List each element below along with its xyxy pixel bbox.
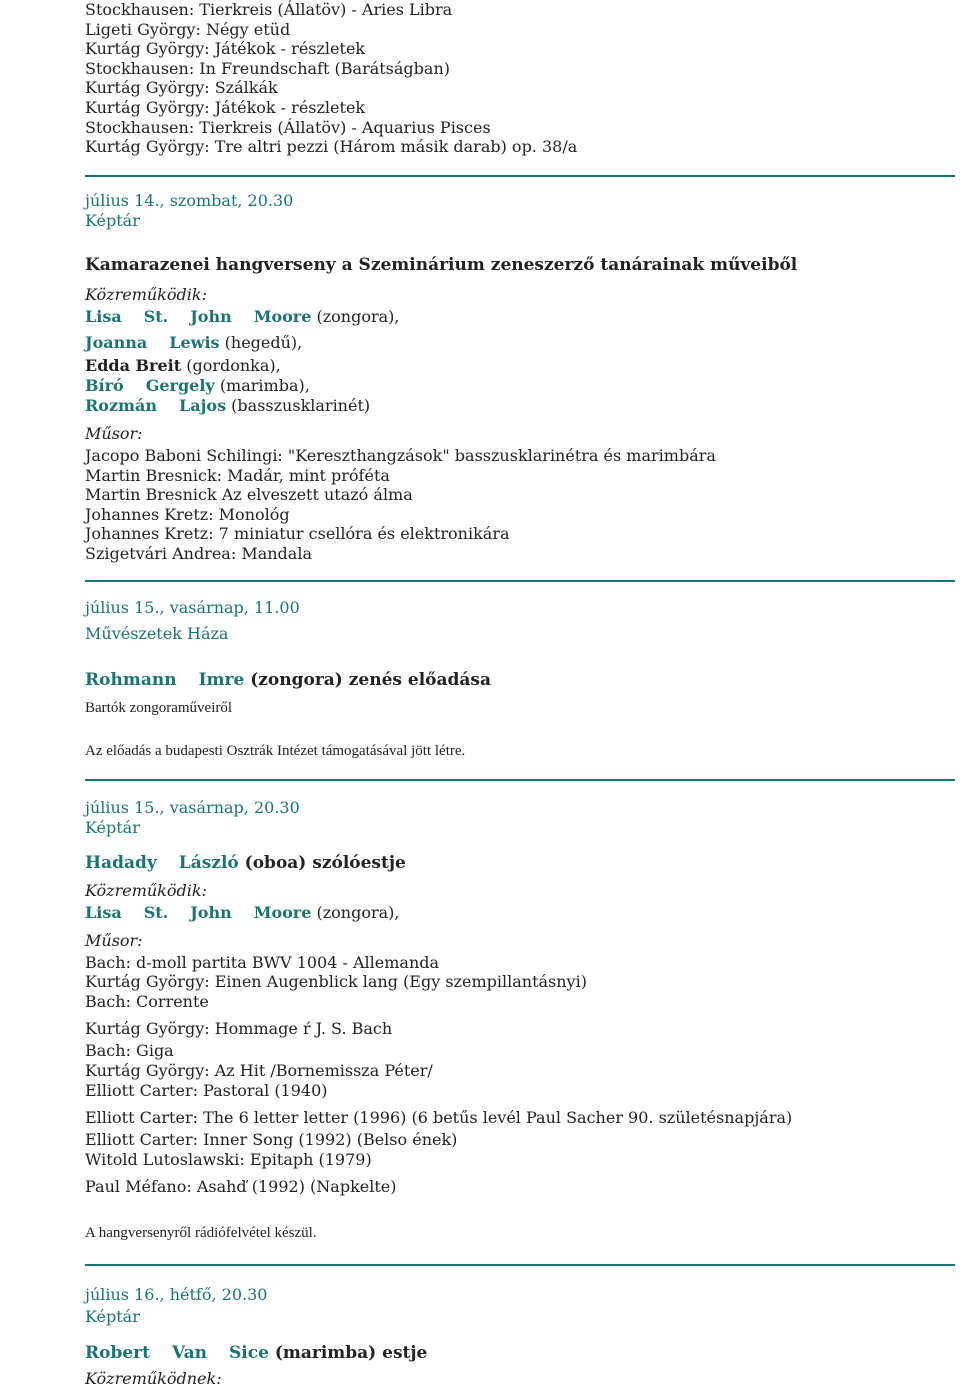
list-item: Stockhausen: Tierkreis (Állatöv) - Aries Libra bbox=[85, 0, 453, 19]
list-item: Ligeti György: Négy etüd bbox=[85, 19, 291, 39]
program-label: Műsor: bbox=[85, 424, 143, 443]
performer-row: Bíró Gergely (marimba), bbox=[85, 376, 310, 395]
event-title: Kamarazenei hangverseny a Szeminárium zeneszerző tanárainak műveiből bbox=[85, 255, 798, 275]
list-item: Bach: d-moll partita BWV 1004 - Allemanda bbox=[85, 953, 440, 972]
performer-row: Joanna Lewis (hegedű), bbox=[85, 333, 303, 352]
event-venue: Képtár bbox=[85, 818, 140, 837]
list-item: Jacopo Baboni Schilingi: "Kereszthangzások" basszusklarinétra és marimbára bbox=[85, 446, 716, 465]
list-item: Martin Bresnick: Madár, mint próféta bbox=[85, 465, 390, 485]
performers-label: Közreműködik: bbox=[85, 881, 207, 900]
event-date: július 15., vasárnap, 11.00 bbox=[85, 598, 300, 617]
list-item: Bach: Giga bbox=[85, 1041, 174, 1060]
program-label: Műsor: bbox=[85, 931, 143, 950]
event-date: július 14., szombat, 20.30 bbox=[85, 191, 294, 210]
performer-row: Lisa St. John Moore (zongora), bbox=[85, 903, 400, 922]
event-venue: Művészetek Háza bbox=[85, 624, 229, 643]
top-program-list bbox=[85, 0, 577, 157]
event-title: Hadady László (oboa) szólóestje bbox=[85, 853, 406, 873]
event-venue: Képtár bbox=[85, 1307, 140, 1326]
event-subtitle: Bartók zongoraműveiről bbox=[85, 700, 233, 716]
list-item: Johannes Kretz: Monológ bbox=[85, 504, 290, 524]
event-title: Rohmann Imre (zongora) zenés előadása bbox=[85, 670, 492, 690]
list-item: Elliott Carter: Inner Song (1992) (Belso ének) bbox=[85, 1130, 458, 1149]
list-item: Kurtág György: Hommage ŕ J. S. Bach bbox=[85, 1019, 393, 1038]
list-item: Paul Méfano: Asahď (1992) (Napkelte) bbox=[85, 1177, 397, 1196]
event-note: Az előadás a budapesti Osztrák Intézet támogatásával jött létre. bbox=[85, 743, 466, 759]
event-title: Robert Van Sice (marimba) estje bbox=[85, 1343, 428, 1363]
performer-row: Rozmán Lajos (basszusklarinét) bbox=[85, 396, 371, 415]
list-item: Kurtág György: Szálkák bbox=[85, 78, 278, 98]
list-item: Stockhausen: Tierkreis (Állatöv) - Aquarius Pisces bbox=[85, 117, 491, 137]
event-date: július 15., vasárnap, 20.30 bbox=[85, 798, 300, 817]
list-item: Szigetvári Andrea: Mandala bbox=[85, 543, 312, 563]
performer-row: Edda Breit (gordonka), bbox=[85, 356, 281, 375]
list-item: Bach: Corrente bbox=[85, 992, 209, 1011]
list-item: Kurtág György: Játékok - részletek bbox=[85, 39, 366, 59]
list-item: Johannes Kretz: 7 miniatur csellóra és elektronikára bbox=[85, 524, 510, 544]
list-item: Martin Bresnick Az elveszett utazó álma bbox=[85, 485, 413, 505]
list-item: Witold Lutoslawski: Epitaph (1979) bbox=[85, 1150, 372, 1169]
event-date: július 16., hétfő, 20.30 bbox=[85, 1285, 268, 1304]
section-divider bbox=[85, 779, 955, 781]
list-item: Stockhausen: In Freundschaft (Barátságban) bbox=[85, 58, 450, 78]
performer-row: Lisa St. John Moore (zongora), bbox=[85, 307, 400, 326]
section-divider bbox=[85, 580, 955, 582]
section-divider bbox=[85, 1264, 955, 1266]
list-item: Kurtág György: Játékok - részletek bbox=[85, 97, 366, 117]
list-item: Elliott Carter: Pastoral (1940) bbox=[85, 1081, 328, 1100]
performers-label: Közreműködik: bbox=[85, 285, 207, 304]
program-list bbox=[85, 446, 716, 564]
section-divider bbox=[85, 175, 955, 177]
list-item: Kurtág György: Az Hit /Bornemissza Péter/ bbox=[85, 1061, 433, 1080]
performers-label: Közreműködnek: bbox=[85, 1369, 222, 1388]
list-item: Kurtág György: Einen Augenblick lang (Egy szempillantásnyi) bbox=[85, 972, 587, 991]
event-note: A hangversenyről rádiófelvétel készül. bbox=[85, 1225, 317, 1241]
list-item: Elliott Carter: The 6 letter letter (1996) (6 betűs levél Paul Sacher 90. születésnapjára) bbox=[85, 1108, 793, 1127]
list-item: Kurtág György: Tre altri pezzi (Három másik darab) op. 38/a bbox=[85, 137, 578, 157]
event-venue: Képtár bbox=[85, 211, 140, 230]
